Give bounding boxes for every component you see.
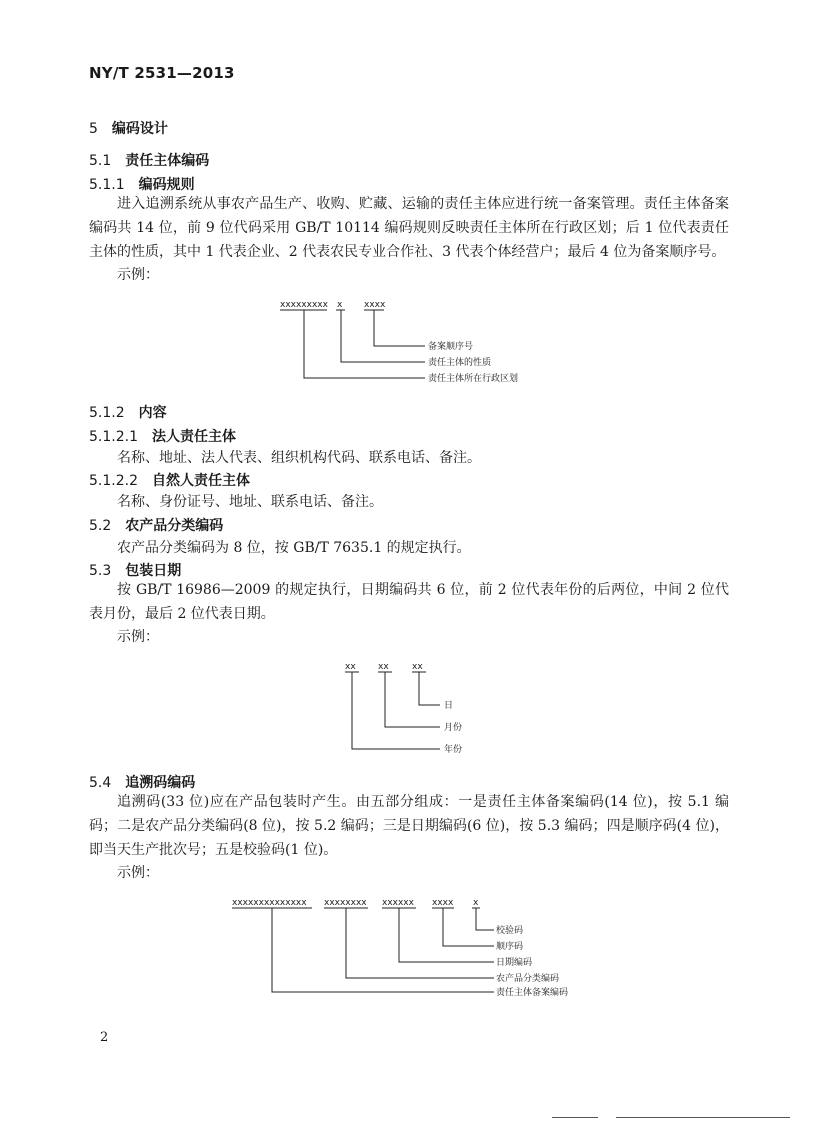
- segment-label: 备案顺序号: [428, 342, 474, 352]
- segment-label: 责任主体所在行政区划: [428, 374, 519, 384]
- code-segment: xx: [412, 662, 423, 672]
- code-segment: xxxx: [432, 898, 454, 908]
- heading-number: 5.2: [89, 518, 112, 534]
- heading-5-1-2-1: [89, 426, 236, 446]
- example-label: 示例：: [117, 629, 159, 645]
- heading-5-1: [89, 150, 209, 170]
- heading-number: 5.1.1: [89, 177, 125, 193]
- heading-number: 5.1.2.1: [89, 429, 138, 445]
- paragraph-5-1-2-2: 名称、身份证号、地址、联系电话、备注。: [117, 494, 383, 510]
- code-segment: x: [337, 300, 343, 310]
- heading-number: 5.1.2.2: [89, 473, 138, 489]
- connector-line: [304, 310, 425, 378]
- heading-number: 5.4: [89, 775, 112, 791]
- code-segment: xxxxxxxxx: [280, 300, 328, 310]
- heading-5-3: [89, 560, 181, 580]
- paragraph-5-1-1: 进入追溯系统从事农产品生产、收购、贮藏、运输的责任主体应进行统一备案管理。责任主体备案编码共 14 位，前 9 位代码采用 GB/T 10114 编码规则反映责任主体所在行政区划；后 1 位代表责任主体的性质，其中 1 代表企业、2 代表农民专业合作社、3 代表个体经营户；最后 4 位为备案顺序号。: [89, 196, 729, 260]
- heading-title: 编码设计: [111, 121, 168, 137]
- segment-label: 农产品分类编码: [496, 974, 560, 984]
- code-segment: xx: [378, 662, 389, 672]
- code-segment: x: [473, 898, 479, 908]
- segment-label: 月份: [444, 723, 463, 733]
- code-segment: xx: [345, 662, 356, 672]
- connector-line: [443, 908, 494, 946]
- segment-label: 日期编码: [496, 958, 533, 968]
- footer-rule: [616, 1117, 790, 1118]
- page-number: 2: [100, 1030, 109, 1045]
- heading-5-4: [89, 772, 195, 792]
- heading-number: 5.1.2: [89, 405, 125, 421]
- heading-5-1-2-2: [89, 470, 250, 490]
- connector-line: [476, 908, 494, 930]
- segment-label: 日: [444, 701, 454, 711]
- segment-label: 年份: [444, 745, 463, 754]
- heading-5-2: [89, 515, 223, 535]
- heading-5: [89, 118, 168, 138]
- connector-line: [385, 672, 440, 727]
- code-segment: xxxxxx: [382, 898, 414, 908]
- connector-line: [341, 310, 425, 362]
- heading-title: 包装日期: [125, 563, 182, 579]
- connector-line: [352, 672, 440, 749]
- connector-line: [374, 310, 425, 346]
- heading-number: 5.3: [89, 563, 112, 579]
- heading-title: 自然人责任主体: [151, 473, 250, 489]
- heading-title: 追溯码编码: [125, 775, 196, 791]
- connector-line: [399, 908, 494, 962]
- paragraph-5-1-2-1: 名称、地址、法人代表、组织机构代码、联系电话、备注。: [117, 450, 481, 466]
- code-segment: xxxx: [364, 300, 386, 310]
- heading-title: 责任主体编码: [125, 153, 210, 169]
- code-segment: xxxxxxxxxxxxxx: [232, 898, 307, 908]
- connector-line: [346, 908, 494, 978]
- footer-rule: [552, 1117, 598, 1118]
- segment-label: 责任主体的性质: [428, 358, 492, 368]
- code-structure-diagram-3: [232, 894, 612, 998]
- heading-title: 农产品分类编码: [125, 518, 224, 534]
- paragraph-5-4: 追溯码(33 位)应在产品包装时产生。由五部分组成：一是责任主体备案编码(14 位)，按 5.1 编码；二是农产品分类编码(8 位)，按 5.2 编码；三是日期编码(6 位)，按 5.3 编码；四是顺序码(4 位)，即当天生产批次号；五是校验码(1 位)。: [89, 794, 729, 858]
- code-structure-diagram-2: [340, 658, 500, 754]
- heading-title: 法人责任主体: [151, 429, 236, 445]
- paragraph-5-3: 按 GB/T 16986—2009 的规定执行，日期编码共 6 位，前 2 位代表年份的后两位，中间 2 位代表月份，最后 2 位代表日期。: [89, 582, 729, 622]
- heading-5-1-2: [89, 402, 167, 422]
- heading-5-1-1: [89, 174, 195, 194]
- heading-number: 5.1: [89, 153, 112, 169]
- code-structure-diagram-1: [280, 296, 580, 388]
- heading-number: 5: [89, 121, 98, 137]
- heading-title: 编码规则: [138, 177, 195, 193]
- segment-label: 顺序码: [496, 942, 524, 952]
- heading-title: 内容: [138, 405, 167, 421]
- connector-line: [419, 672, 440, 705]
- segment-label: 责任主体备案编码: [496, 988, 569, 998]
- example-label: 示例：: [117, 865, 159, 881]
- example-label: 示例：: [117, 267, 159, 283]
- code-segment: xxxxxxxx: [324, 898, 367, 908]
- connector-line: [272, 908, 494, 992]
- segment-label: 校验码: [496, 926, 524, 936]
- paragraph-5-2: 农产品分类编码为 8 位，按 GB/T 7635.1 的规定执行。: [117, 540, 471, 556]
- standard-id: NY/T 2531—2013: [89, 64, 235, 82]
